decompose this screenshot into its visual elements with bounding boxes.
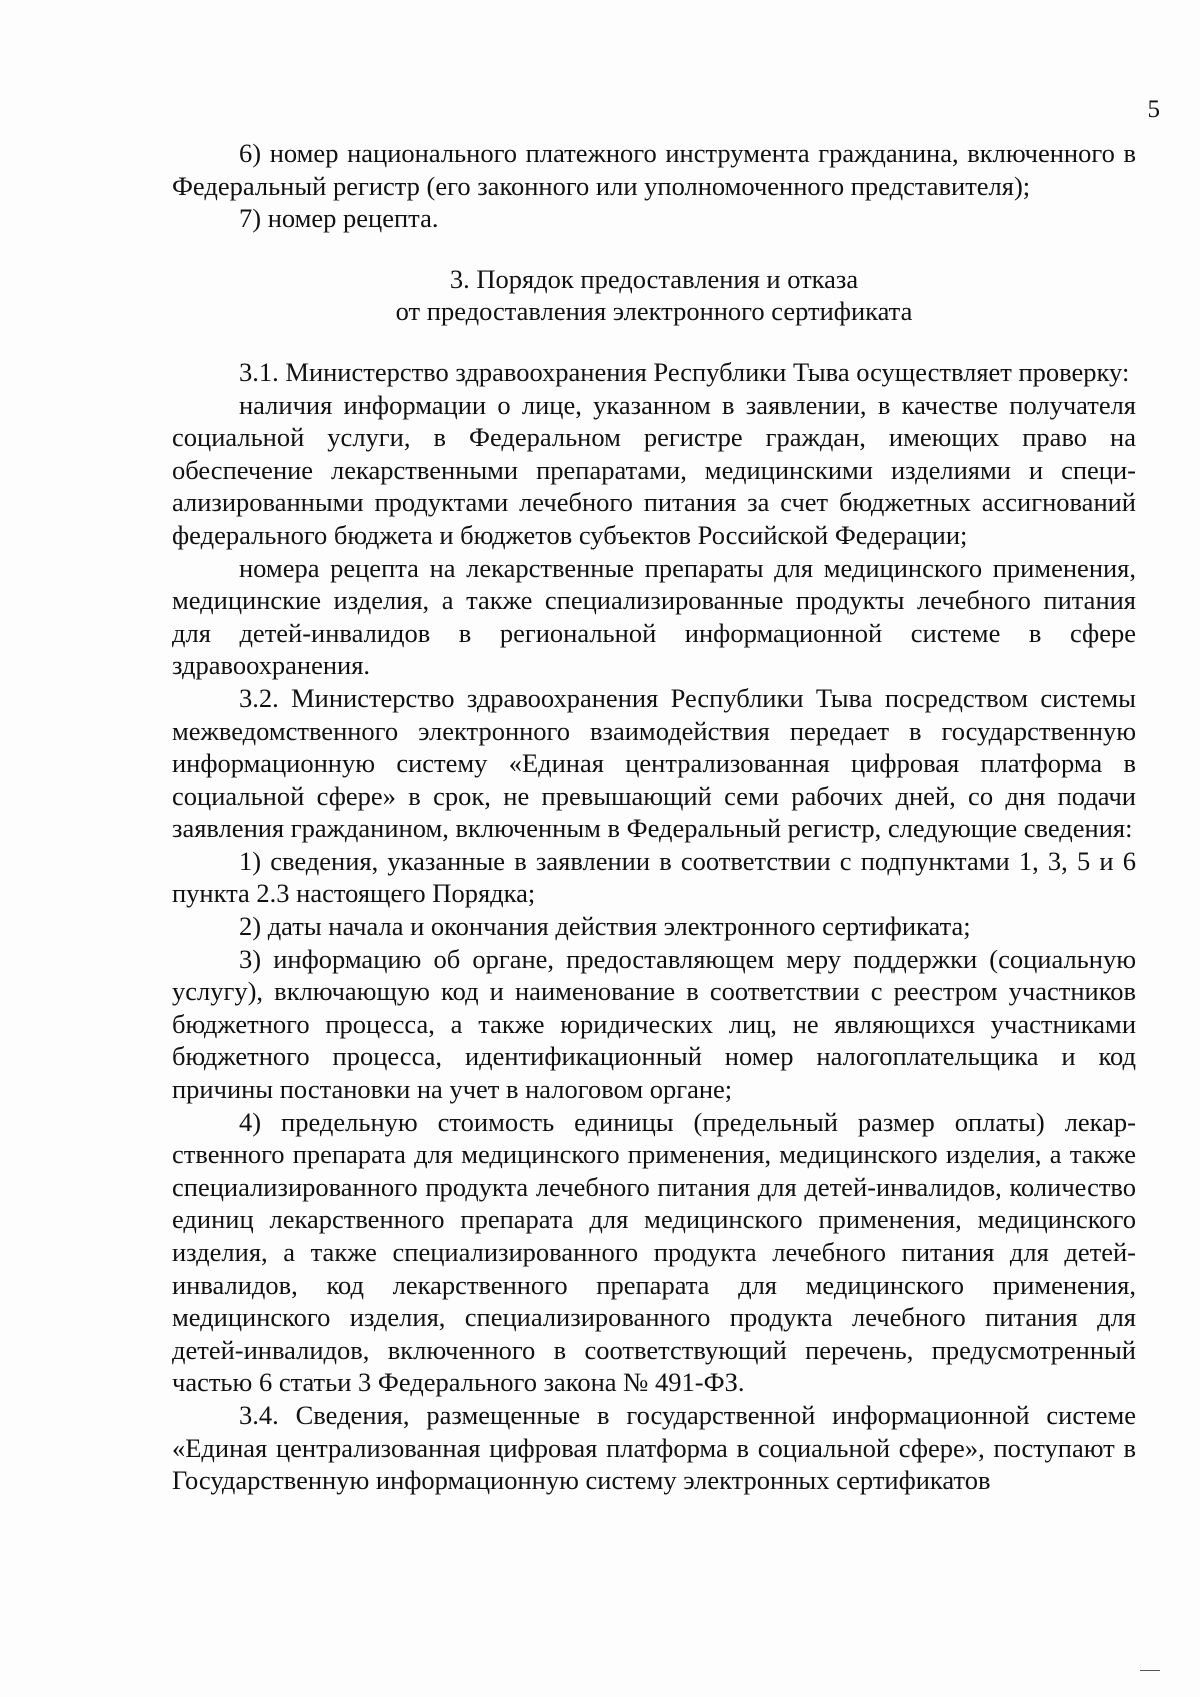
paragraph-3-2-item-3: 3) информацию об органе, предоставляющем меру поддержки (социальную услугу), включающую код и наименование в соответствии с реестром участников бюджетного процесса, а также юридических лиц, не являющихся участниками бюджетного процесса, идентификационный номер налогоплательщика и код причины постановки на учет в налоговом органе; <box>172 943 1136 1105</box>
paragraph-3-1: 3.1. Министерство здравоохранения Республики Тыва осуществляет проверку: <box>239 356 1130 387</box>
document-body <box>172 137 1136 1497</box>
paragraph-3-2-item-4: 4) предельную стоимость единицы (предельный размер оплаты) лекарственного препарата для медицинского применения, медицинского изделия, а также специализированного продукта лечебного питания для детей-инвалидов, количество единиц лекарственного препарата для медицинского применения, медицинского изделия, а также специализированного продукта лечебного питания для детей-инвалидов, код лекарственного препарата для медицинского применения, медицинского изделия, специализированного продукта лечебного питания для детей-инвалидов, включенного в соответствующий перечень, предусмотренный частью 6 статьи 3 Федерального закона № 491-ФЗ. <box>172 1106 1136 1398</box>
paragraph-3-2: 3.2. Министерство здравоохранения Республики Тыва посредством системы межведомственного электронного взаимодействия передает в государственную информационную систему «Единая централизованная цифровая платформа в социальной сфере» в срок, не превышающий семи рабочих дней, со дня подачи заявления гражданином, включенным в Федеральный регистр, следующие сведения: <box>172 682 1136 844</box>
list-item-7: 7) номер рецепта. <box>239 203 439 234</box>
section-heading-line-2: от предоставления электронного сертификата <box>395 296 913 327</box>
paragraph-3-2-item-1: 1) сведения, указанные в заявлении в соответствии с подпунктами 1, 3, 5 и 6 пункта 2.3 настоящего Порядка; <box>172 845 1136 909</box>
scan-edge-mark <box>1140 1670 1160 1671</box>
paragraph-3-4: 3.4. Сведения, размещенные в государственной информационной системе «Единая централизованная цифровая платформа в социальной сфере», поступают в Государственную информационную систему электронных сертификатов <box>172 1399 1136 1496</box>
list-item-6: 6) номер национального платежного инструмента гражданина, включенного в Федеральный регистр (его законного или уполномоченного представителя); <box>172 138 1136 201</box>
spacer <box>172 235 1136 263</box>
section-heading-line-1: 3. Порядок предоставления и отказа <box>449 263 859 294</box>
paragraph-3-2-item-2: 2) даты начала и окончания действия электронного сертификата; <box>239 911 971 942</box>
spacer <box>172 328 1136 356</box>
paragraph-3-1-item-b: номера рецепта на лекарственные препараты для медицинского применения, медицинские изделия, а также специализированные продукты лечебного питания для детей-инвалидов в региональной информационной системе в сфере здравоохранения. <box>172 552 1136 681</box>
paragraph-3-1-item-a: наличия информации о лице, указанном в заявлении, в качестве получателя социальной услуги, в Федеральном регистре граждан, имеющих право на обеспечение лекарственными препаратами, медицинскими изделиями и специализированными продуктами лечебного питания за счет бюджетных ассигнований федерального бюджета и бюджетов субъектов Российской Федерации; <box>172 389 1136 550</box>
page-number: 5 <box>1147 96 1160 123</box>
